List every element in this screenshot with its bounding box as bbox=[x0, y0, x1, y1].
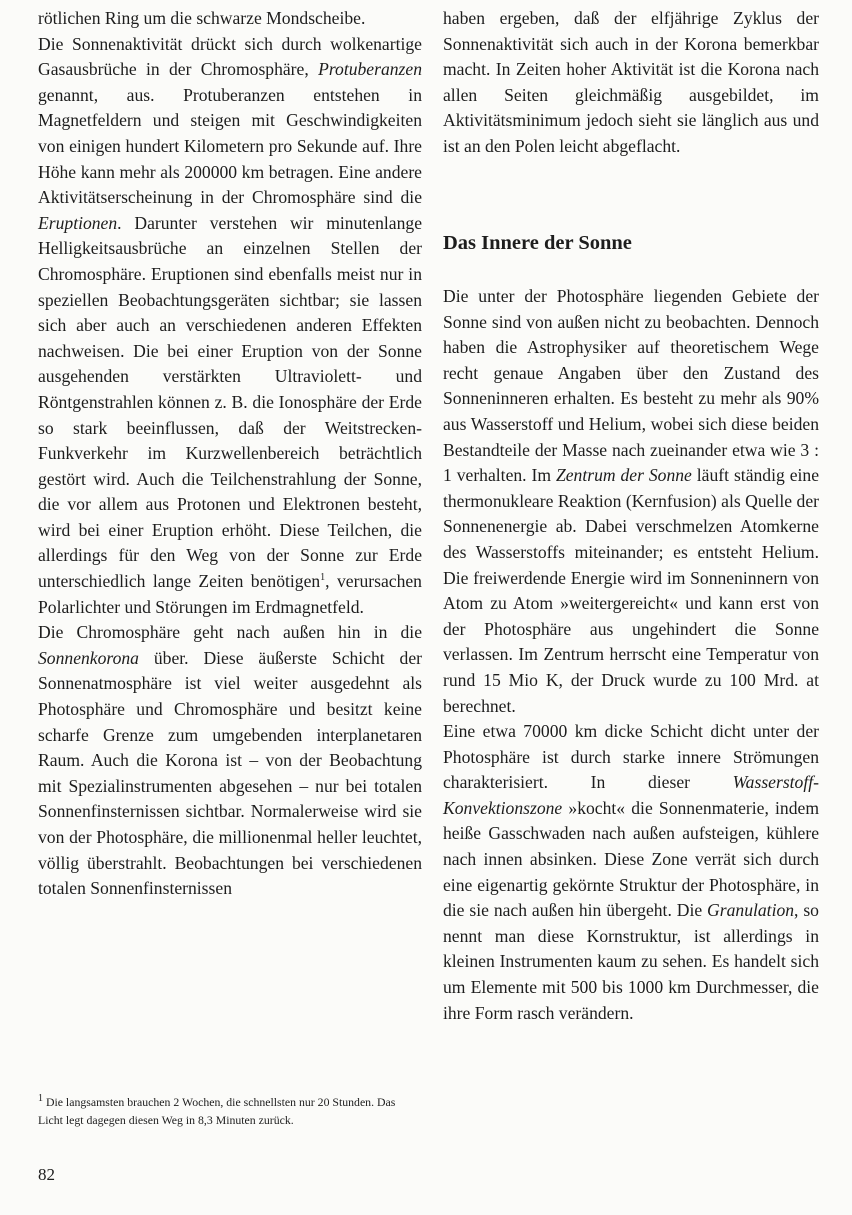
emphasis-granulation: Granulation bbox=[707, 900, 795, 921]
emphasis-sonnenkorona: Sonnenkorona bbox=[38, 647, 139, 668]
paragraph-sonnenkorona: Die Chromosphäre geht nach außen hin in die Sonnenkorona über. Diese äußerste Schicht der Sonnenatmosphäre ist viel weiter ausgedehnt als Photosphäre und Chromosphäre und besitzt keine scharfe Grenze zum umgebenden interplanetaren Raum. Auch die Korona ist – von der Beobachtung mit Spezialinstrumenten abgesehen – nur bei totalen Sonnenfinsternissen sichtbar. Normalerweise wird sie von der Photosphäre, die millionenmal heller leuchtet, völlig überstrahlt. Beobachtungen bei verschiedenen totalen Sonnenfinsternissen bbox=[38, 622, 422, 899]
page-number: 82 bbox=[38, 1165, 55, 1184]
footnote-marker: 1 bbox=[38, 1093, 43, 1105]
footnote-reference: 1 bbox=[320, 572, 326, 584]
footnote bbox=[38, 1094, 422, 1129]
paragraph-konvektionszone: Eine etwa 70000 km dicke Schicht dicht unter der Photosphäre ist durch starke innere Strömungen charakterisiert. In dieser Wasserstoff-Konvektionszone »kocht« die Sonnenmaterie, indem heiße Gasschwaden nach außen aufsteigen, kühlere nach innen absinken. Diese Zone verrät sich durch eine eigenartig gekörnte Struktur der Photosphäre, in die sie nach außen hin übergeht. Die Granulation, so nennt man diese Kornstruktur, ist allerdings in kleinen Instrumenten kaum zu sehen. Es handelt sich um Elemente mit 500 bis 1000 km Durchmesser, die ihre Form rasch verändern. bbox=[443, 721, 819, 1023]
paragraph-korona-ring: rötlichen Ring um die schwarze Mondscheibe. bbox=[38, 8, 366, 28]
emphasis-konvektionszone: Wasserstoff-Konvektionszone bbox=[443, 772, 819, 818]
paragraph-protuberanzen: Die Sonnenaktivität drückt sich durch wolkenartige Gasausbrüche in der Chromosphäre, Protuberanzen genannt, aus. Protuberanzen entstehen in Magnetfeldern und steigen mit Geschwindigkeiten von einigen hundert Kilometern pro Sekunde auf. Ihre Höhe kann mehr als 200000 km betragen. Eine andere Aktivitätserscheinung in der Chromosphäre sind die Eruptionen. Darunter verstehen wir minutenlange Helligkeitsausbrüche an einzelnen Stellen der Chromosphäre. Eruptionen sind ebenfalls meist nur in speziellen Beobachtungsgeräten sichtbar; sie lassen sich aber auch an verschiedenen anderen Effekten nachweisen. Die bei einer Eruption von der Sonne ausgehenden verstärkten Ultraviolett- und Röntgenstrahlen können z. B. die Ionosphäre der Erde so stark beeinflussen, daß der Weitstrecken-Funkverkehr im Kurzwellenbereich beträchtlich gestört wird. Auch die Teilchenstrahlung der Sonne, die vor allem aus Protonen und Elektronen besteht, wird bei einer Eruption erhöht. Diese Teilchen, die allerdings für den Weg von der Sonne zur Erde unterschiedlich lange Zeiten benötigen$^1$, verursachen Polarlichter und Störungen im Erdmagnetfeld. bbox=[38, 33, 422, 617]
footnote-text: Die langsamsten brauchen 2 Wochen, die schnellsten nur 20 Stunden. Das Licht legt dagegen diesen Weg in 8,3 Minuten zurück. bbox=[38, 1095, 396, 1127]
paragraph-korona-zyklus: haben ergeben, daß der elfjährige Zyklus der Sonnenaktivität sich auch in der Korona bemerkbar macht. In Zeiten hoher Aktivität ist die Korona nach allen Seiten gleichmäßig ausgebildet, im Aktivitätsminimum jedoch sieht sie länglich aus und ist an den Polen leicht abgeflacht. bbox=[443, 8, 819, 156]
emphasis-protuberanzen: Protuberanzen bbox=[318, 59, 422, 80]
section-heading: Das Innere der Sonne bbox=[443, 232, 632, 254]
right-column-body bbox=[443, 284, 819, 1026]
emphasis-zentrum: Zentrum der Sonne bbox=[555, 465, 692, 486]
emphasis-eruptionen: Eruptionen bbox=[38, 212, 118, 233]
right-column-top bbox=[443, 6, 819, 160]
paragraph-inneres: Die unter der Photosphäre liegenden Gebiete der Sonne sind von außen nicht zu beobachten. Dennoch haben die Astrophysiker auf theoretischem Wege recht genaue Angaben über den Zustand des Sonneninneren erhalten. Es besteht zu mehr als 90% aus Wasserstoff und Helium, wobei sich diese beiden Bestandteile der Masse nach zueinander etwa wie 3 : 1 verhalten. Im Zentrum der Sonne läuft ständig eine thermonukleare Reaktion (Kernfusion) als Quelle der Sonnenenergie ab. Dabei verschmelzen Atomkerne des Wasserstoffs miteinander; es entsteht Helium. Die freiwerdende Energie wird im Sonneninnern von Atom zu Atom »weitergereicht« und kann erst von der Photosphäre aus ungehindert die Sonne verlassen. Im Zentrum herrscht eine Temperatur von rund 15 Mio K, der Druck wurde zu 100 Mrd. at berechnet. bbox=[443, 286, 820, 716]
left-column bbox=[38, 6, 422, 902]
